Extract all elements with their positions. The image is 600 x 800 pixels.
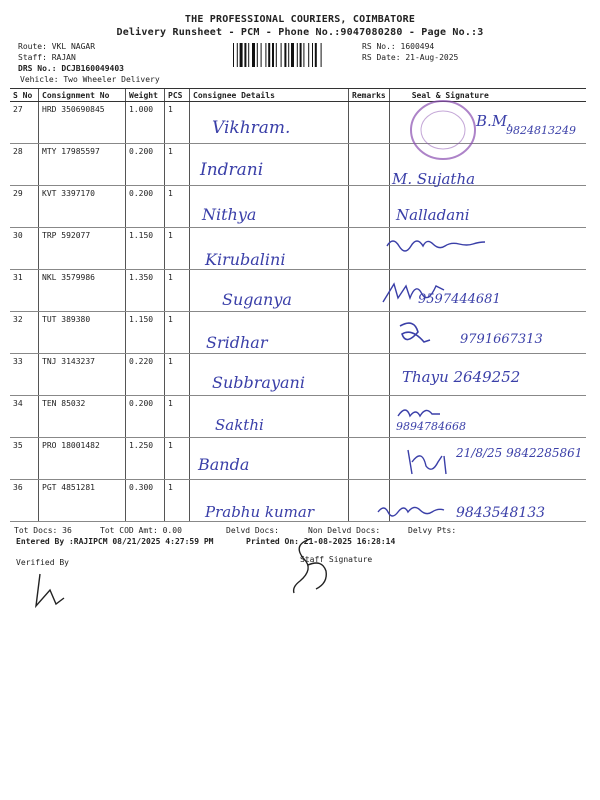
row-sno: 27 — [10, 102, 39, 144]
handwritten-signature: Nalladani — [396, 206, 470, 224]
row-weight: 0.200 — [126, 396, 165, 438]
total-cod-amount: Tot COD Amt: 0.00 — [100, 526, 182, 535]
handwritten-consignee: Suganya — [222, 290, 292, 309]
row-sno: 34 — [10, 396, 39, 438]
row-pcs: 1 — [165, 270, 190, 312]
table-row — [10, 228, 586, 270]
handwritten-phone: 9791667313 — [460, 332, 543, 347]
row-remarks — [349, 438, 390, 480]
row-consignment: PGT 4851281 — [39, 480, 126, 522]
table-row — [10, 186, 586, 228]
row-weight: 0.220 — [126, 354, 165, 396]
handwritten-consignee: Indrani — [200, 160, 264, 180]
table-row — [10, 396, 586, 438]
total-docs: Tot Docs: 36 — [14, 526, 72, 535]
row-sno: 31 — [10, 270, 39, 312]
row-weight: 1.250 — [126, 438, 165, 480]
table-header-row — [10, 89, 586, 102]
row-sno: 28 — [10, 144, 39, 186]
row-weight: 1.350 — [126, 270, 165, 312]
handwritten-date-phone: 21/8/25 9842285861 — [456, 446, 583, 460]
rs-date: RS Date: 21-Aug-2025 — [362, 53, 459, 62]
col-remarks: Remarks — [349, 89, 390, 102]
row-weight: 0.300 — [126, 480, 165, 522]
col-consignee: Consignee Details — [190, 89, 349, 102]
row-consignment: TEN 85032 — [39, 396, 126, 438]
rs-number: RS No.: 1600494 — [362, 42, 435, 51]
non-delivered-docs: Non Delvd Docs: — [308, 526, 381, 535]
drs-number: DRS No.: DCJB160049403 — [18, 64, 124, 73]
handwritten-signature-scribble — [376, 502, 456, 520]
table-row — [10, 144, 586, 186]
delivery-points: Delvy Pts: — [408, 526, 457, 535]
row-remarks — [349, 102, 390, 144]
row-remarks — [349, 186, 390, 228]
runsheet-subtitle: Delivery Runsheet - PCM - Phone No.:9047080280 - Page No.:3 — [116, 27, 484, 38]
row-consignment: MTY 17985597 — [39, 144, 126, 186]
row-consignment: TRP 592077 — [39, 228, 126, 270]
handwritten-phone: 9824813249 — [506, 124, 576, 137]
handwritten-consignee: Vikhram. — [212, 118, 291, 138]
row-weight: 1.000 — [126, 102, 165, 144]
row-remarks — [349, 396, 390, 438]
row-consignment: TUT 389380 — [39, 312, 126, 354]
delivered-docs: Delvd Docs: — [226, 526, 279, 535]
handwritten-consignee: Nithya — [202, 205, 257, 224]
row-pcs: 1 — [165, 228, 190, 270]
row-sno: 36 — [10, 480, 39, 522]
col-consignment: Consignment No — [39, 89, 126, 102]
row-sno: 33 — [10, 354, 39, 396]
company-title: THE PROFESSIONAL COURIERS, COIMBATORE — [184, 14, 416, 25]
handwritten-signature: M. Sujatha — [392, 170, 476, 188]
row-pcs: 1 — [165, 102, 190, 144]
row-weight: 0.200 — [126, 186, 165, 228]
row-consignee — [190, 396, 349, 438]
row-weight: 0.200 — [126, 144, 165, 186]
col-seal: Seal & Signature — [389, 89, 586, 102]
row-consignment: NKL 3579986 — [39, 270, 126, 312]
row-consignment: KVT 3397170 — [39, 186, 126, 228]
row-remarks — [349, 144, 390, 186]
row-pcs: 1 — [165, 312, 190, 354]
handwritten-signature: B.M. — [476, 112, 512, 130]
delivery-stamp-seal — [408, 98, 478, 162]
row-sno: 29 — [10, 186, 39, 228]
vehicle-label: Vehicle: Two Wheeler Delivery — [20, 75, 160, 84]
handwritten-signature-scribble — [385, 232, 495, 254]
handwritten-signature-scribble — [396, 318, 432, 348]
row-consignment: HRD 350690845 — [39, 102, 126, 144]
row-sno: 32 — [10, 312, 39, 354]
verified-signature — [30, 570, 70, 610]
row-sno: 35 — [10, 438, 39, 480]
staff-signature — [280, 535, 340, 597]
row-pcs: 1 — [165, 144, 190, 186]
handwritten-phone: 9894784668 — [396, 420, 466, 433]
handwritten-consignee: Banda — [198, 455, 250, 474]
route-label: Route: VKL NAGAR — [18, 42, 96, 51]
handwritten-signature-scribble — [404, 446, 456, 478]
row-remarks — [349, 312, 390, 354]
staff-signature-label: Staff Signature — [300, 555, 373, 564]
handwritten-consignee: Subbrayani — [212, 373, 305, 392]
row-pcs: 1 — [165, 480, 190, 522]
printed-on: Printed On: 21-08-2025 16:28:14 — [246, 537, 396, 546]
row-remarks — [349, 228, 390, 270]
verified-by-label: Verified By — [16, 558, 69, 567]
handwritten-consignee: Kirubalini — [205, 250, 286, 269]
entered-by: Entered By :RAJIPCM 08/21/2025 4:27:59 PM — [16, 537, 214, 546]
barcode-image — [232, 43, 357, 67]
row-weight: 1.150 — [126, 228, 165, 270]
handwritten-consignee: Sakthi — [215, 416, 264, 434]
row-consignment: PRO 18001482 — [39, 438, 126, 480]
col-weight: Weight — [126, 89, 165, 102]
handwritten-phone: 9597444681 — [418, 292, 501, 307]
handwritten-consignee: Prabhu kumar — [205, 503, 314, 521]
row-pcs: 1 — [165, 438, 190, 480]
row-sno: 30 — [10, 228, 39, 270]
row-pcs: 1 — [165, 354, 190, 396]
row-weight: 1.150 — [126, 312, 165, 354]
handwritten-phone: 9843548133 — [456, 505, 546, 521]
row-pcs: 1 — [165, 186, 190, 228]
row-remarks — [349, 354, 390, 396]
row-consignment: TNJ 3143237 — [39, 354, 126, 396]
col-sno: S No — [10, 89, 39, 102]
handwritten-signature: Thayu 2649252 — [402, 368, 521, 386]
col-pcs: PCS — [165, 89, 190, 102]
handwritten-consignee: Sridhar — [206, 333, 268, 352]
staff-label: Staff: RAJAN — [18, 53, 76, 62]
row-pcs: 1 — [165, 396, 190, 438]
